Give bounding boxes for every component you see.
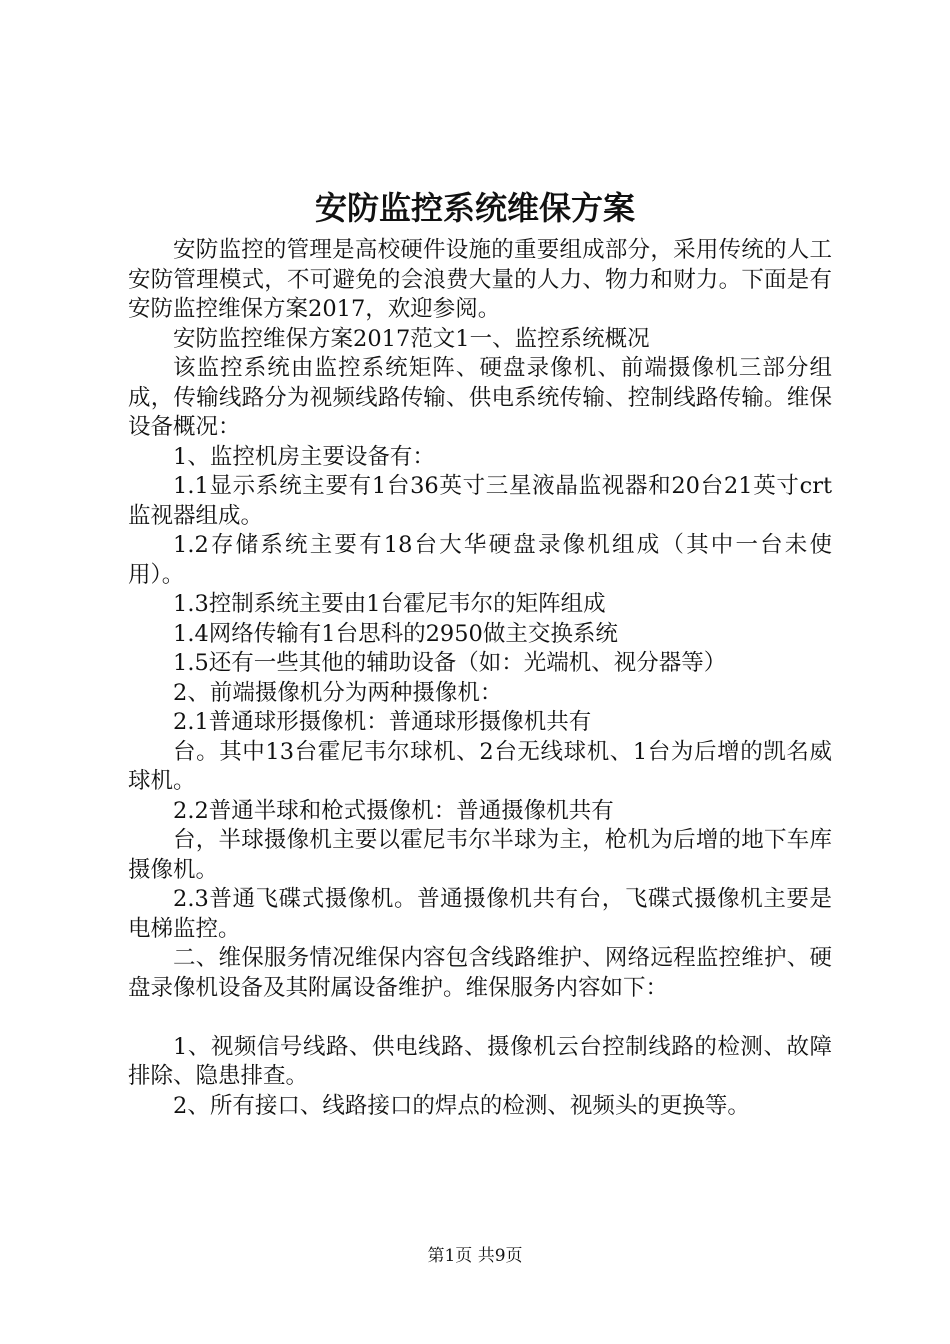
- paragraph-service-2: 2、所有接口、线路接口的焊点的检测、视频头的更换等。: [173, 1092, 750, 1119]
- paragraph-item-2-2-detail: 台，半球摄像机主要以霍尼韦尔半球为主，枪机为后增的地下车库摄像机。: [128, 827, 832, 883]
- paragraph-item-1-3: 1.3控制系统主要由1台霍尼韦尔的矩阵组成: [173, 591, 606, 617]
- paragraph-item-1-2: 1.2存储系统主要有18台大华硬盘录像机组成（其中一台未使用）。: [128, 532, 832, 588]
- paragraph-item-1: 1、监控机房主要设备有：: [173, 443, 435, 470]
- blank-line: [128, 1003, 832, 1033]
- page-number: 第1页 共9页: [427, 1246, 523, 1266]
- paragraph-item-1-5: 1.5还有一些其他的辅助设备（如：光端机、视分器等）: [173, 650, 727, 676]
- paragraph-item-2-3: 2.3普通飞碟式摄像机。普通摄像机共有台，飞碟式摄像机主要是电梯监控。: [128, 886, 832, 942]
- paragraph-item-2-1: 2.1普通球形摄像机：普通球形摄像机共有: [173, 709, 592, 735]
- paragraph-item-2-2: 2.2普通半球和枪式摄像机：普通摄像机共有: [173, 797, 614, 824]
- paragraph-section-2: 二、维保服务情况维保内容包含线路维护、网络远程监控维护、硬盘录像机设备及其附属设备维护。维保服务内容如下：: [128, 945, 832, 1001]
- paragraph-system-overview: 该监控系统由监控系统矩阵、硬盘录像机、前端摄像机三部分组成，传输线路分为视频线路传输、供电系统传输、控制线路传输。维保设备概况：: [128, 355, 832, 440]
- document-body: [128, 236, 832, 1121]
- paragraph-item-1-1: 1.1显示系统主要有1台36英寸三星液晶监视器和20台21英寸crt监视器组成。: [128, 473, 832, 529]
- paragraph-section-1-heading: 安防监控维保方案2017范文1一、监控系统概况: [173, 325, 650, 352]
- paragraph-intro: 安防监控的管理是高校硬件设施的重要组成部分，采用传统的人工安防管理模式，不可避免的会浪费大量的人力、物力和财力。下面是有安防监控维保方案2017，欢迎参阅。: [128, 237, 832, 322]
- document-title: 安防监控系统维保方案: [314, 189, 635, 227]
- paragraph-item-2-1-detail: 台。其中13台霍尼韦尔球机、2台无线球机、1台为后增的凯名威球机。: [128, 738, 832, 794]
- paragraph-item-1-4: 1.4网络传输有1台思科的2950做主交换系统: [173, 620, 618, 647]
- paragraph-service-1: 1、视频信号线路、供电线路、摄像机云台控制线路的检测、故障排除、隐患排查。: [128, 1033, 832, 1089]
- paragraph-item-2: 2、前端摄像机分为两种摄像机：: [173, 679, 503, 706]
